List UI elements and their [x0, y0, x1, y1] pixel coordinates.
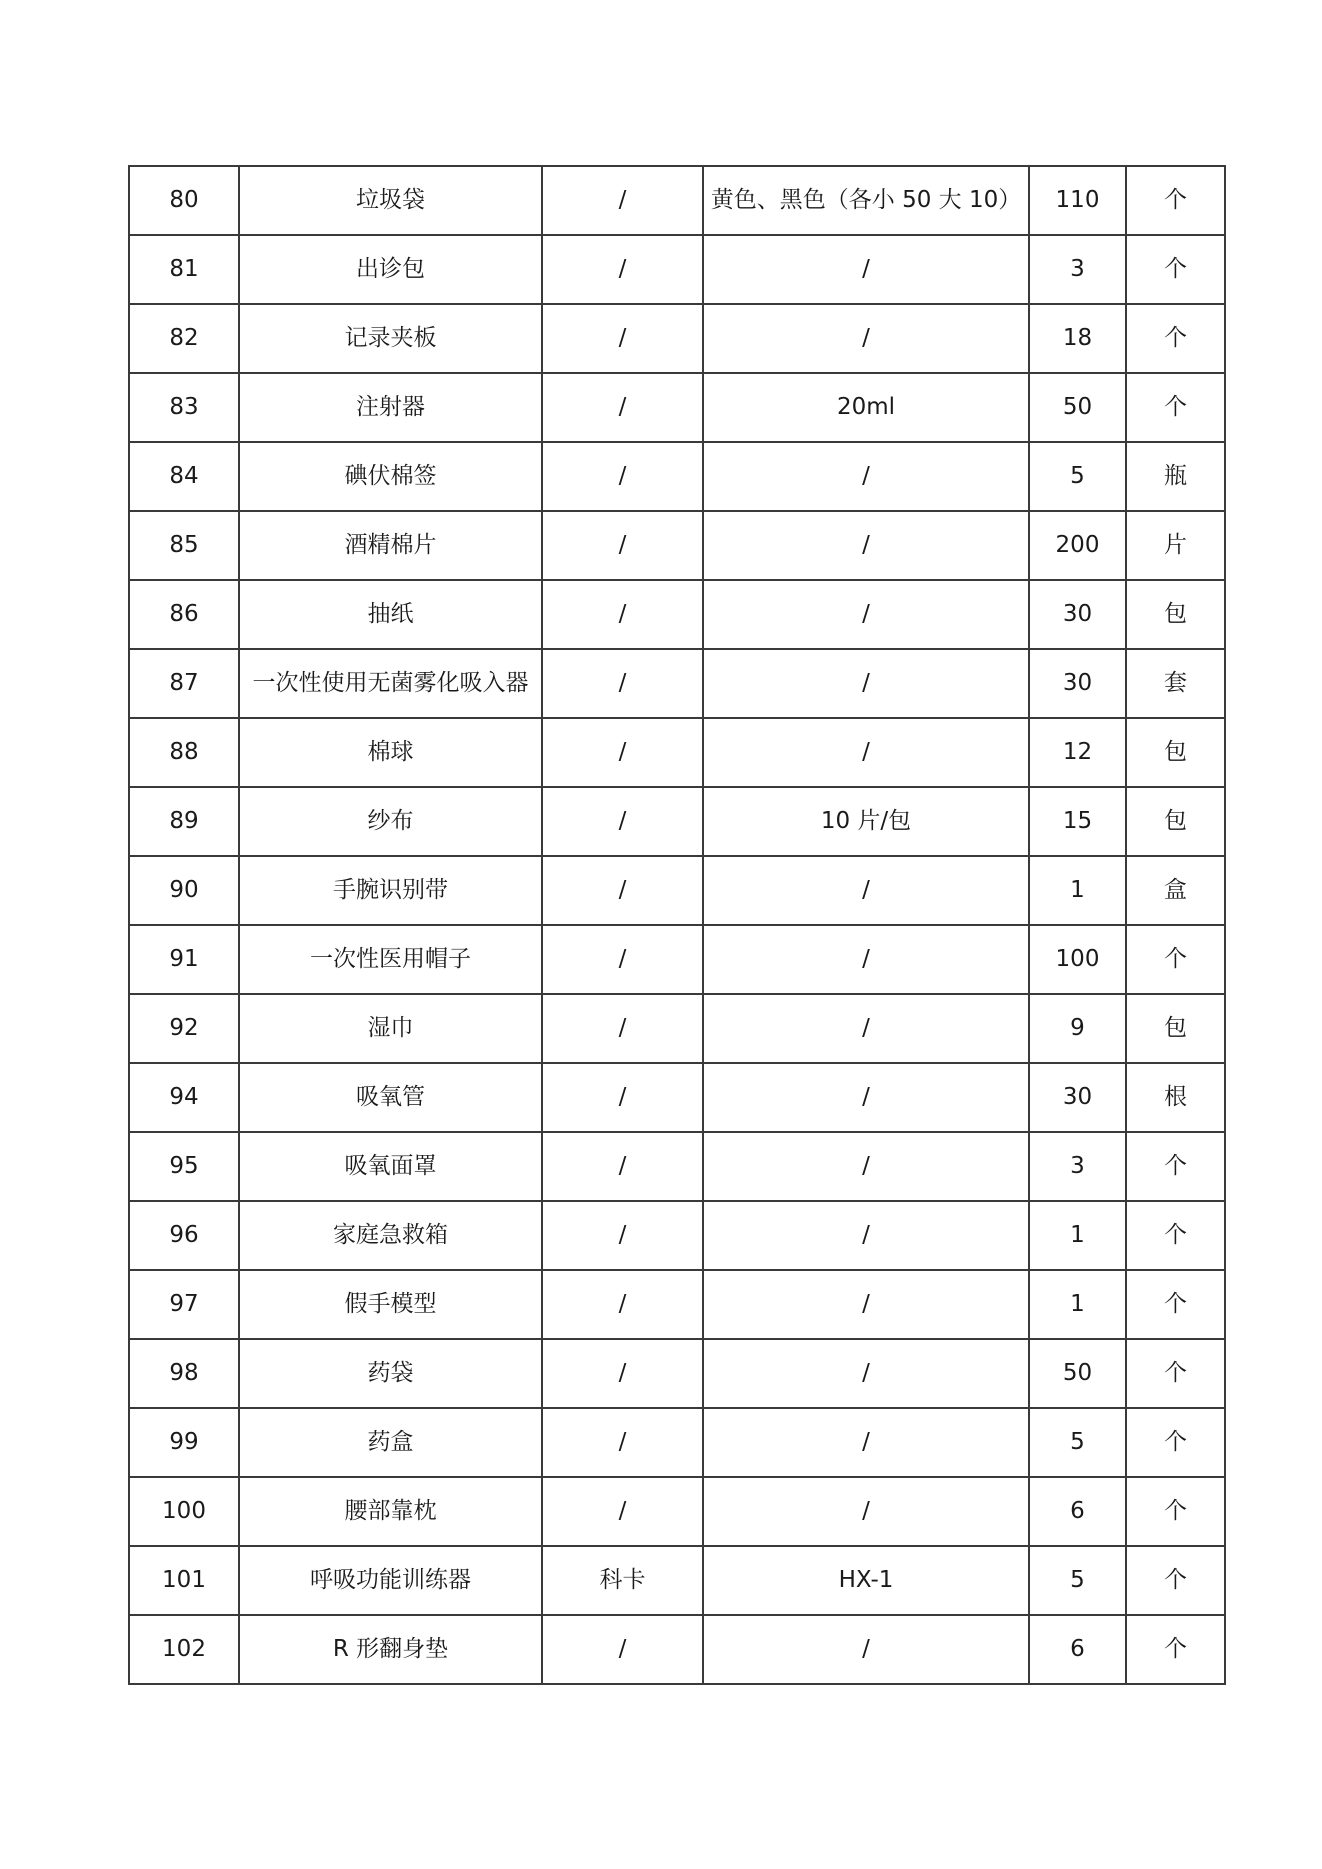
item-spec-cell: /: [703, 1201, 1029, 1270]
item-unit-cell: 个: [1126, 1201, 1225, 1270]
table-row: [129, 1477, 1225, 1546]
item-unit-cell: 个: [1126, 925, 1225, 994]
item-quantity-cell: 200: [1029, 511, 1126, 580]
table-row: [129, 1270, 1225, 1339]
table-row: [129, 718, 1225, 787]
item-unit-cell: 瓶: [1126, 442, 1225, 511]
item-quantity-cell: 5: [1029, 1546, 1126, 1615]
item-brand-cell: /: [542, 925, 703, 994]
item-number-cell: 100: [129, 1477, 239, 1546]
item-unit-cell: 包: [1126, 787, 1225, 856]
item-number-cell: 94: [129, 1063, 239, 1132]
item-spec-cell: /: [703, 235, 1029, 304]
item-brand-cell: /: [542, 373, 703, 442]
item-quantity-cell: 5: [1029, 1408, 1126, 1477]
item-brand-cell: 科卡: [542, 1546, 703, 1615]
table-row: [129, 442, 1225, 511]
item-spec-cell: 黄色、黑色（各小 50 大 10）: [703, 166, 1029, 235]
item-brand-cell: /: [542, 1201, 703, 1270]
item-brand-cell: /: [542, 1408, 703, 1477]
inventory-table-body: [129, 166, 1225, 1684]
item-spec-cell: /: [703, 718, 1029, 787]
item-quantity-cell: 30: [1029, 1063, 1126, 1132]
item-name-cell: 一次性医用帽子: [239, 925, 542, 994]
item-spec-cell: /: [703, 649, 1029, 718]
item-number-cell: 82: [129, 304, 239, 373]
item-spec-cell: /: [703, 1615, 1029, 1684]
item-number-cell: 97: [129, 1270, 239, 1339]
item-name-cell: 记录夹板: [239, 304, 542, 373]
item-number-cell: 85: [129, 511, 239, 580]
item-brand-cell: /: [542, 787, 703, 856]
item-quantity-cell: 18: [1029, 304, 1126, 373]
item-quantity-cell: 50: [1029, 373, 1126, 442]
table-row: [129, 166, 1225, 235]
item-unit-cell: 个: [1126, 1615, 1225, 1684]
item-spec-cell: /: [703, 442, 1029, 511]
item-quantity-cell: 3: [1029, 235, 1126, 304]
item-name-cell: 棉球: [239, 718, 542, 787]
item-brand-cell: /: [542, 166, 703, 235]
item-quantity-cell: 6: [1029, 1477, 1126, 1546]
item-brand-cell: /: [542, 718, 703, 787]
table-row: [129, 1339, 1225, 1408]
table-row: [129, 1546, 1225, 1615]
item-spec-cell: HX-1: [703, 1546, 1029, 1615]
item-unit-cell: 套: [1126, 649, 1225, 718]
table-row: [129, 1408, 1225, 1477]
table-row: [129, 994, 1225, 1063]
table-row: [129, 373, 1225, 442]
item-name-cell: 药盒: [239, 1408, 542, 1477]
item-number-cell: 95: [129, 1132, 239, 1201]
item-quantity-cell: 12: [1029, 718, 1126, 787]
table-row: [129, 787, 1225, 856]
item-brand-cell: /: [542, 580, 703, 649]
table-row: [129, 1615, 1225, 1684]
item-number-cell: 90: [129, 856, 239, 925]
item-name-cell: 假手模型: [239, 1270, 542, 1339]
item-number-cell: 81: [129, 235, 239, 304]
item-unit-cell: 个: [1126, 1270, 1225, 1339]
table-row: [129, 1063, 1225, 1132]
item-quantity-cell: 1: [1029, 1201, 1126, 1270]
item-brand-cell: /: [542, 994, 703, 1063]
item-name-cell: 手腕识别带: [239, 856, 542, 925]
item-quantity-cell: 50: [1029, 1339, 1126, 1408]
item-brand-cell: /: [542, 1270, 703, 1339]
item-unit-cell: 个: [1126, 1477, 1225, 1546]
item-unit-cell: 个: [1126, 1546, 1225, 1615]
item-spec-cell: /: [703, 511, 1029, 580]
table-row: [129, 235, 1225, 304]
item-quantity-cell: 5: [1029, 442, 1126, 511]
item-name-cell: 腰部靠枕: [239, 1477, 542, 1546]
item-unit-cell: 包: [1126, 994, 1225, 1063]
item-number-cell: 87: [129, 649, 239, 718]
item-brand-cell: /: [542, 442, 703, 511]
item-unit-cell: 个: [1126, 304, 1225, 373]
item-quantity-cell: 1: [1029, 856, 1126, 925]
item-unit-cell: 根: [1126, 1063, 1225, 1132]
item-unit-cell: 个: [1126, 235, 1225, 304]
item-name-cell: 抽纸: [239, 580, 542, 649]
table-row: [129, 511, 1225, 580]
item-name-cell: 碘伏棉签: [239, 442, 542, 511]
table-row: [129, 1201, 1225, 1270]
item-spec-cell: /: [703, 1132, 1029, 1201]
item-spec-cell: /: [703, 1339, 1029, 1408]
item-quantity-cell: 30: [1029, 580, 1126, 649]
item-spec-cell: /: [703, 304, 1029, 373]
item-number-cell: 80: [129, 166, 239, 235]
item-quantity-cell: 6: [1029, 1615, 1126, 1684]
item-spec-cell: /: [703, 1477, 1029, 1546]
item-name-cell: 吸氧面罩: [239, 1132, 542, 1201]
item-brand-cell: /: [542, 1615, 703, 1684]
item-name-cell: 纱布: [239, 787, 542, 856]
table-row: [129, 649, 1225, 718]
item-number-cell: 98: [129, 1339, 239, 1408]
item-quantity-cell: 30: [1029, 649, 1126, 718]
item-unit-cell: 盒: [1126, 856, 1225, 925]
item-name-cell: 家庭急救箱: [239, 1201, 542, 1270]
item-name-cell: 出诊包: [239, 235, 542, 304]
item-quantity-cell: 110: [1029, 166, 1126, 235]
item-spec-cell: /: [703, 1270, 1029, 1339]
item-name-cell: 吸氧管: [239, 1063, 542, 1132]
table-row: [129, 304, 1225, 373]
item-brand-cell: /: [542, 1063, 703, 1132]
item-number-cell: 86: [129, 580, 239, 649]
item-unit-cell: 包: [1126, 718, 1225, 787]
inventory-table: [128, 165, 1226, 1685]
item-unit-cell: 包: [1126, 580, 1225, 649]
item-brand-cell: /: [542, 304, 703, 373]
item-unit-cell: 个: [1126, 1408, 1225, 1477]
item-number-cell: 92: [129, 994, 239, 1063]
item-brand-cell: /: [542, 511, 703, 580]
item-number-cell: 88: [129, 718, 239, 787]
item-brand-cell: /: [542, 1132, 703, 1201]
item-quantity-cell: 15: [1029, 787, 1126, 856]
item-spec-cell: /: [703, 580, 1029, 649]
item-brand-cell: /: [542, 856, 703, 925]
item-unit-cell: 个: [1126, 166, 1225, 235]
table-row: [129, 856, 1225, 925]
item-name-cell: 注射器: [239, 373, 542, 442]
item-name-cell: 一次性使用无菌雾化吸入器: [239, 649, 542, 718]
item-unit-cell: 片: [1126, 511, 1225, 580]
item-name-cell: 呼吸功能训练器: [239, 1546, 542, 1615]
item-brand-cell: /: [542, 1339, 703, 1408]
item-spec-cell: /: [703, 856, 1029, 925]
item-name-cell: 垃圾袋: [239, 166, 542, 235]
item-number-cell: 101: [129, 1546, 239, 1615]
item-spec-cell: /: [703, 1408, 1029, 1477]
table-row: [129, 1132, 1225, 1201]
item-unit-cell: 个: [1126, 1339, 1225, 1408]
table-row: [129, 925, 1225, 994]
item-number-cell: 89: [129, 787, 239, 856]
item-number-cell: 83: [129, 373, 239, 442]
item-number-cell: 96: [129, 1201, 239, 1270]
item-spec-cell: /: [703, 925, 1029, 994]
item-spec-cell: 20ml: [703, 373, 1029, 442]
item-name-cell: 酒精棉片: [239, 511, 542, 580]
item-brand-cell: /: [542, 649, 703, 718]
item-spec-cell: 10 片/包: [703, 787, 1029, 856]
item-unit-cell: 个: [1126, 1132, 1225, 1201]
item-name-cell: 湿巾: [239, 994, 542, 1063]
item-number-cell: 99: [129, 1408, 239, 1477]
item-quantity-cell: 3: [1029, 1132, 1126, 1201]
item-unit-cell: 个: [1126, 373, 1225, 442]
item-name-cell: 药袋: [239, 1339, 542, 1408]
item-spec-cell: /: [703, 994, 1029, 1063]
item-quantity-cell: 9: [1029, 994, 1126, 1063]
item-quantity-cell: 100: [1029, 925, 1126, 994]
item-number-cell: 102: [129, 1615, 239, 1684]
item-quantity-cell: 1: [1029, 1270, 1126, 1339]
item-brand-cell: /: [542, 1477, 703, 1546]
item-brand-cell: /: [542, 235, 703, 304]
item-name-cell: R 形翻身垫: [239, 1615, 542, 1684]
table-row: [129, 580, 1225, 649]
item-number-cell: 84: [129, 442, 239, 511]
item-number-cell: 91: [129, 925, 239, 994]
item-spec-cell: /: [703, 1063, 1029, 1132]
